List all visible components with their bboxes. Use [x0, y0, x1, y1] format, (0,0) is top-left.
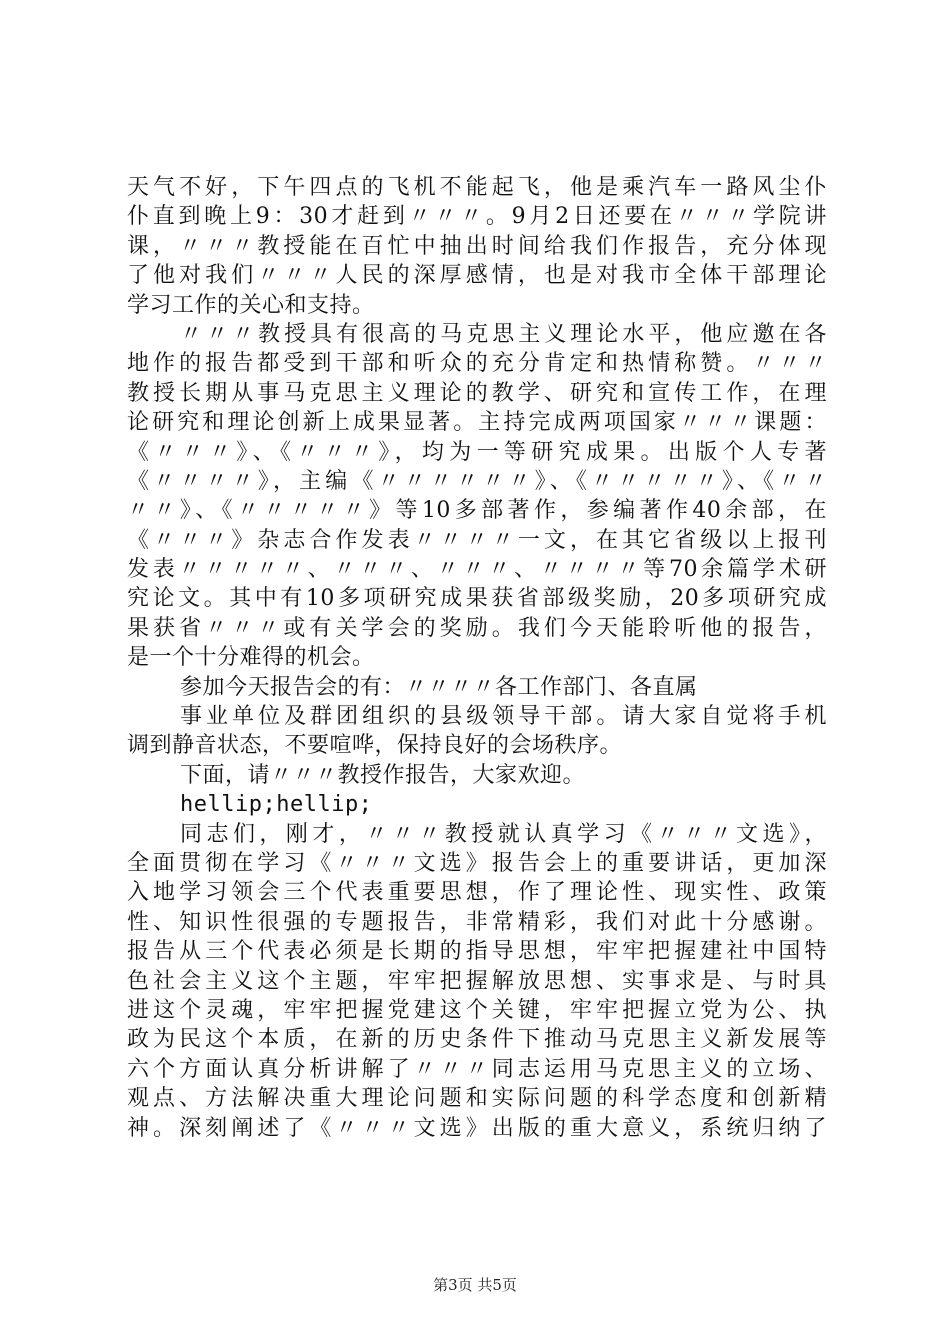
text-line: 究论文。其中有10多项研究成果获省部级奖励，20多项研究成: [127, 586, 827, 612]
text-line: 调到静音状态，不要喧哗，保持良好的会场秩序。: [127, 733, 623, 759]
text-line: 仆直到晚上9：30才赶到〃〃〃。9月2日还要在〃〃〃学院讲: [127, 204, 827, 230]
text-line: 果获省〃〃〃或有关学会的奖励。我们今天能聆听他的报告，: [127, 615, 827, 641]
text-line: 论研究和理论创新上成果显著。主持完成两项国家〃〃〃课题：: [127, 410, 827, 436]
text-line: 了他对我们〃〃〃人民的深厚感情，也是对我市全体干部理论: [127, 263, 827, 289]
text-line: 政为民这个本质，在新的历史条件下推动马克思主义新发展等: [127, 1027, 827, 1053]
text-line: hellip;hellip;: [180, 792, 373, 818]
text-line: 〃〃》、《〃〃〃〃〃》等10多部著作，参编著作40余部，在: [127, 498, 827, 524]
text-line: 观点、方法解决重大理论问题和实际问题的科学态度和创新精: [127, 1086, 827, 1112]
text-line: 《〃〃〃〃》，主编《〃〃〃〃〃〃》、《〃〃〃〃〃》、《〃〃: [127, 468, 827, 494]
text-line: 《〃〃〃》杂志合作发表〃〃〃〃一文，在其它省级以上报刊: [127, 527, 827, 553]
text-line: 天气不好，下午四点的飞机不能起飞，他是乘汽车一路风尘仆: [127, 175, 827, 200]
text-line: 进这个灵魂，牢牢把握党建这个关键，牢牢把握立党为公、执: [127, 997, 827, 1023]
text-line: 参加今天报告会的有：〃〃〃〃各工作部门、各直属: [180, 674, 698, 700]
text-line: 《〃〃〃》、《〃〃〃》，均为一等研究成果。出版个人专著: [127, 439, 827, 465]
text-line: 六个方面认真分析讲解了〃〃〃同志运用马克思主义的立场、: [127, 1056, 827, 1082]
text-line: 教授长期从事马克思主义理论的教学、研究和宣传工作，在理: [127, 380, 827, 406]
text-line: 性、知识性很强的专题报告，非常精彩，我们对此十分感谢。: [127, 909, 827, 935]
text-line: 是一个十分难得的机会。: [127, 645, 375, 671]
text-line: 入地学习领会三个代表重要思想，作了理论性、现实性、政策: [127, 880, 827, 906]
document-body: [127, 173, 827, 1143]
text-line: 〃〃〃教授具有很高的马克思主义理论水平，他应邀在各: [180, 321, 827, 347]
text-line: 报告从三个代表必须是长期的指导思想，牢牢把握建社中国特: [127, 939, 827, 965]
text-line: 发表〃〃〃〃〃、〃〃〃、〃〃〃、〃〃〃〃等70余篇学术研: [127, 557, 827, 583]
text-line: 下面，请〃〃〃教授作报告，大家欢迎。: [180, 762, 586, 788]
page-number-footer: 第3页 共5页: [433, 1276, 517, 1294]
text-line: 神。深刻阐述了《〃〃〃文选》出版的重大意义，系统归纳了: [127, 1115, 827, 1141]
text-line: 色社会主义这个主题，牢牢把握解放思想、实事求是、与时具: [127, 968, 827, 994]
text-line: 课，〃〃〃教授能在百忙中抽出时间给我们作报告，充分体现: [127, 233, 827, 259]
text-line: 全面贯彻在学习《〃〃〃文选》报告会上的重要讲话，更加深: [127, 850, 827, 876]
text-line: 地作的报告都受到干部和听众的充分肯定和热情称赞。〃〃〃: [127, 351, 827, 377]
text-line: 事业单位及群团组织的县级领导干部。请大家自觉将手机: [180, 704, 827, 730]
text-line: 同志们，刚才，〃〃〃教授就认真学习《〃〃〃文选》，: [180, 821, 827, 847]
text-line: 学习工作的关心和支持。: [127, 292, 375, 318]
